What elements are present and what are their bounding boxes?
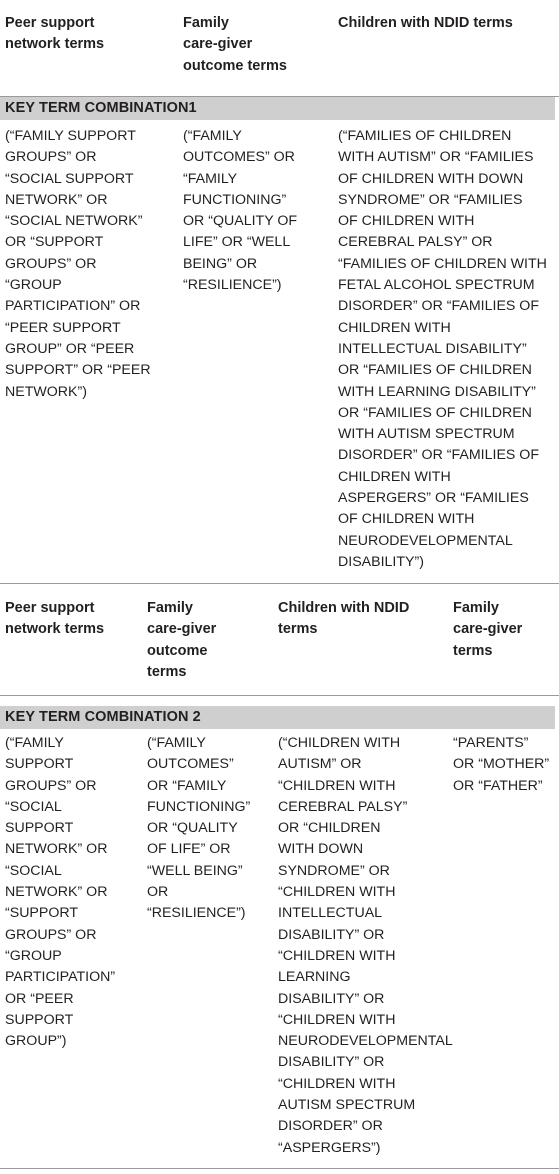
table1-cell-family-outcome: (“FAMILY OUTCOMES” OR “FAMILY FUNCTIONING” OR “QUALITY OF LIFE” OR “WELL BEING” OR “RESILIENCE”) [183, 128, 298, 294]
table2-header-divider [0, 695, 559, 696]
table2-cell-family-outcome: (“FAMILY OUTCOMES” OR “FAMILY FUNCTIONING” OR “QUALITY OF LIFE” OR “WELL BEING” OR “RESILIENCE”) [147, 735, 251, 922]
table2-cell-family-caregiver: “PARENTS” OR “MOTHER” OR “FATHER” [453, 735, 550, 794]
table-bottom-rule [0, 1168, 559, 1169]
table2-cell-peer-support: (“FAMILY SUPPORT GROUPS” OR “SOCIAL SUPPORT NETWORK” OR “SOCIAL NETWORK” OR “SUPPORT GROUPS” OR “GROUP PARTICIPATION” OR “PEER SUPPORT GROUP”) [5, 735, 116, 1050]
table2-cell-children-ndid: (“CHILDREN WITH AUTISM” OR “CHILDREN WITH CEREBRAL PALSY” OR “CHILDREN WITH DOWN SYNDROME” OR “CHILDREN WITH INTELLECTUAL DISABILITY” OR “CHILDREN WITH LEARNING DISABILITY” OR “CHILDREN WITH NEURODEVELOPMENTAL DISABILITY” OR “CHILDREN WITH AUTISM SPECTRUM DISORDER” OR “ASPERGERS”) [278, 735, 453, 1156]
table1-header-children-ndid: Children with NDID terms [338, 15, 513, 31]
table2-header-family-caregiver: Family care-giver terms [453, 600, 523, 659]
table-separator [0, 583, 559, 584]
table2-header-peer-support: Peer support network terms [5, 600, 105, 638]
table1-cell-children-ndid: (“FAMILIES OF CHILDREN WITH AUTISM” OR “FAMILIES OF CHILDREN WITH DOWN SYNDROME” OR “FAMILIES OF CHILDREN WITH CEREBRAL PALSY” OR “FAMILIES OF CHILDREN WITH FETAL ALCOHOL SPECTRUM DISORDER” OR “FAMILIES OF CHILDREN WITH INTELLECTUAL DISABILITY” OR “FAMILIES OF CHILDREN WITH LEARNING DISABILITY” OR “FAMILIES OF CHILDREN WITH AUTISM SPECTRUM DISORDER” OR “FAMILIES OF CHILDREN WITH ASPERGERS” OR “FAMILIES OF CHILDREN WITH NEURODEVELOPMENTAL DISABILITY”) [338, 128, 547, 570]
table2-header-children-ndid: Children with NDID terms [278, 600, 410, 638]
table2-section-band [0, 706, 555, 729]
table2-header-family-outcome: Family care-giver outcome terms [147, 600, 217, 680]
table1-header-peer-support: Peer support network terms [5, 15, 105, 53]
table1-section-band [0, 97, 555, 120]
table1-section-label: KEY TERM COMBINATION1 [5, 100, 197, 116]
table1-cell-peer-support: (“FAMILY SUPPORT GROUPS” OR “SOCIAL SUPPORT NETWORK” OR “SOCIAL NETWORK” OR “SUPPORT GROUPS” OR “GROUP PARTICIPATION” OR “PEER SUPPORT GROUP” OR “PEER SUPPORT” OR “PEER NETWORK”) [5, 128, 151, 400]
table2-section-label: KEY TERM COMBINATION 2 [5, 709, 201, 725]
table1-header-family-outcome: Family care-giver outcome terms [183, 15, 287, 74]
